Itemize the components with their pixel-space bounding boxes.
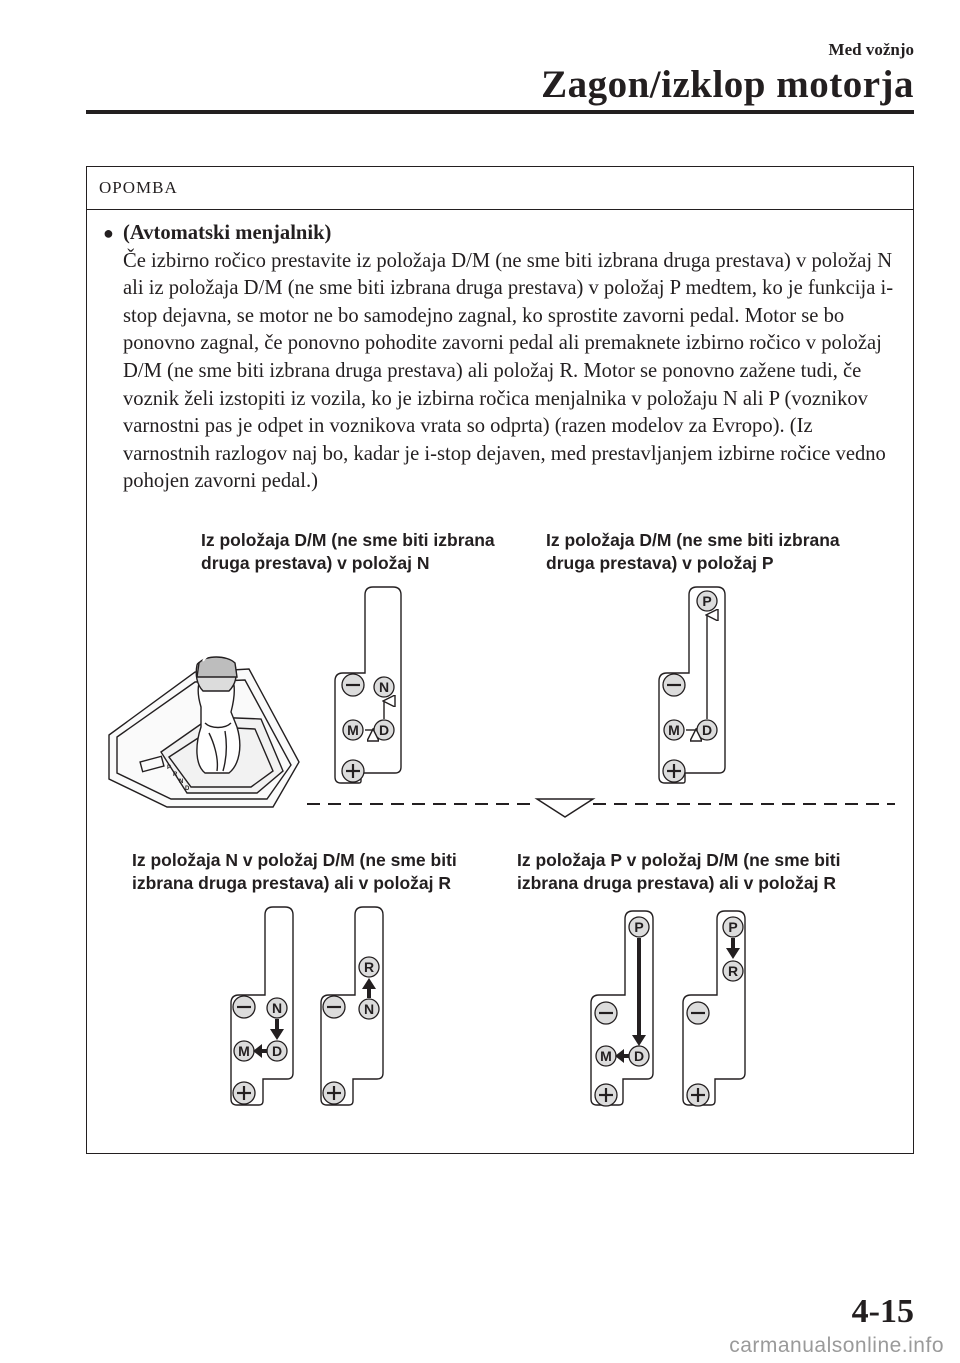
svg-text:D: D	[271, 1043, 283, 1059]
svg-text:D: D	[633, 1048, 645, 1064]
gear-m-icon	[596, 1046, 616, 1066]
header-section: Med vožnjo	[828, 40, 914, 59]
svg-text:N: N	[179, 779, 184, 785]
gear-p-icon	[697, 591, 717, 611]
minus-icon	[323, 996, 345, 1018]
gear-r-icon	[723, 961, 743, 981]
bullet-dot-icon: ●	[103, 223, 114, 243]
svg-text:D: D	[185, 786, 190, 792]
svg-text:R: R	[173, 772, 178, 778]
diagram-n-to-dm	[231, 907, 293, 1105]
minus-icon	[233, 996, 255, 1018]
svg-text:N: N	[363, 1001, 375, 1017]
watermark: carmanualsonline.info	[729, 1334, 944, 1357]
svg-text:N: N	[378, 679, 390, 695]
diagram-dm-to-n	[335, 587, 401, 783]
svg-text:M: M	[668, 722, 680, 738]
gear-n-icon	[359, 999, 379, 1019]
gear-m-icon	[664, 720, 684, 740]
svg-text:P: P	[634, 919, 644, 935]
svg-text:M: M	[238, 1043, 250, 1059]
diagram-n-to-r	[321, 907, 383, 1105]
header-rule	[86, 110, 914, 114]
label-p-to-dm-r: Iz položaja P v položaj D/M (ne sme biti izbrana druga prestava) ali v položaj R	[517, 850, 841, 893]
gear-n-icon	[267, 998, 287, 1018]
svg-text:P: P	[728, 919, 738, 935]
svg-text:D: D	[378, 722, 390, 738]
shifter-console-illustration	[109, 653, 299, 807]
gear-r-icon	[359, 957, 379, 977]
svg-text:R: R	[727, 963, 739, 979]
plus-icon	[233, 1082, 255, 1104]
svg-text:R: R	[363, 959, 375, 975]
svg-text:D: D	[701, 722, 713, 738]
gear-m-icon	[234, 1041, 254, 1061]
gear-p-icon	[723, 917, 743, 937]
gear-d-icon	[629, 1046, 649, 1066]
svg-text:N: N	[271, 1000, 283, 1016]
plus-icon	[323, 1082, 345, 1104]
gear-d-icon	[374, 720, 394, 740]
bullet-text: Če izbirno ročico prestavite iz položaja D/M (ne sme biti izbrana druga prestava) v položaj N ali iz položaja D/M (ne sme biti izbrana druga prestava) v položaj P medtem, ko je funkcija i-stop dejavna, se motor ne bo samodejno zagnal, ko sprostite zavorni pedal. Motor se bo ponovno zagnal, če ponovno pohodite zavorni pedal ali premaknete izbirno ročico v položaj D/M (ne sme biti izbrana druga prestava) ali položaj R. Motor se ponovno zažene tudi, če voznik želi izstopiti iz vozila, ko je izbirna ročica menjalnika v položaju N ali P (voznikov varnostni pas je odpet in voznikova vrata so odprta) (razen modelov za Evropo). (Iz varnostnih razlogov naj bo, kadar je i-stop dejaven, med prestavljanjem izbirne ročice vedno pohojen zavorni pedal.)	[123, 249, 894, 493]
svg-text:P: P	[167, 765, 172, 771]
label-n-to-dm-r: Iz položaja N v položaj D/M (ne sme biti izbrana druga prestava) ali v položaj R	[132, 850, 457, 893]
svg-text:M: M	[347, 722, 359, 738]
page-title: Zagon/izklop motorja	[541, 63, 914, 106]
gear-shift-figure	[87, 167, 915, 1155]
svg-text:P: P	[702, 593, 712, 609]
minus-icon	[342, 674, 364, 696]
plus-icon	[342, 760, 364, 782]
note-heading: OPOMBA	[87, 167, 913, 210]
plus-icon	[687, 1084, 709, 1106]
note-box	[86, 166, 914, 1154]
diagram-p-to-r	[683, 911, 745, 1106]
gear-d-icon	[697, 720, 717, 740]
dashed-separator	[307, 799, 895, 817]
gear-m-icon	[343, 720, 363, 740]
diagram-p-to-dm	[591, 911, 653, 1106]
diagram-dm-to-p	[659, 587, 725, 783]
minus-icon	[595, 1002, 617, 1024]
label-dm-to-p: Iz položaja D/M (ne sme biti izbrana druga prestava) v položaj P	[546, 530, 840, 573]
gear-d-icon	[267, 1041, 287, 1061]
gear-p-icon	[629, 917, 649, 937]
plus-icon	[595, 1084, 617, 1106]
gear-n-icon	[374, 677, 394, 697]
page-number: 4-15	[851, 1293, 914, 1330]
bullet-title: (Avtomatski menjalnik)	[123, 222, 332, 244]
label-dm-to-n: Iz položaja D/M (ne sme biti izbrana druga prestava) v položaj N	[201, 530, 495, 573]
plus-icon	[663, 760, 685, 782]
svg-text:M: M	[600, 1048, 612, 1064]
minus-icon	[687, 1002, 709, 1024]
minus-icon	[663, 674, 685, 696]
